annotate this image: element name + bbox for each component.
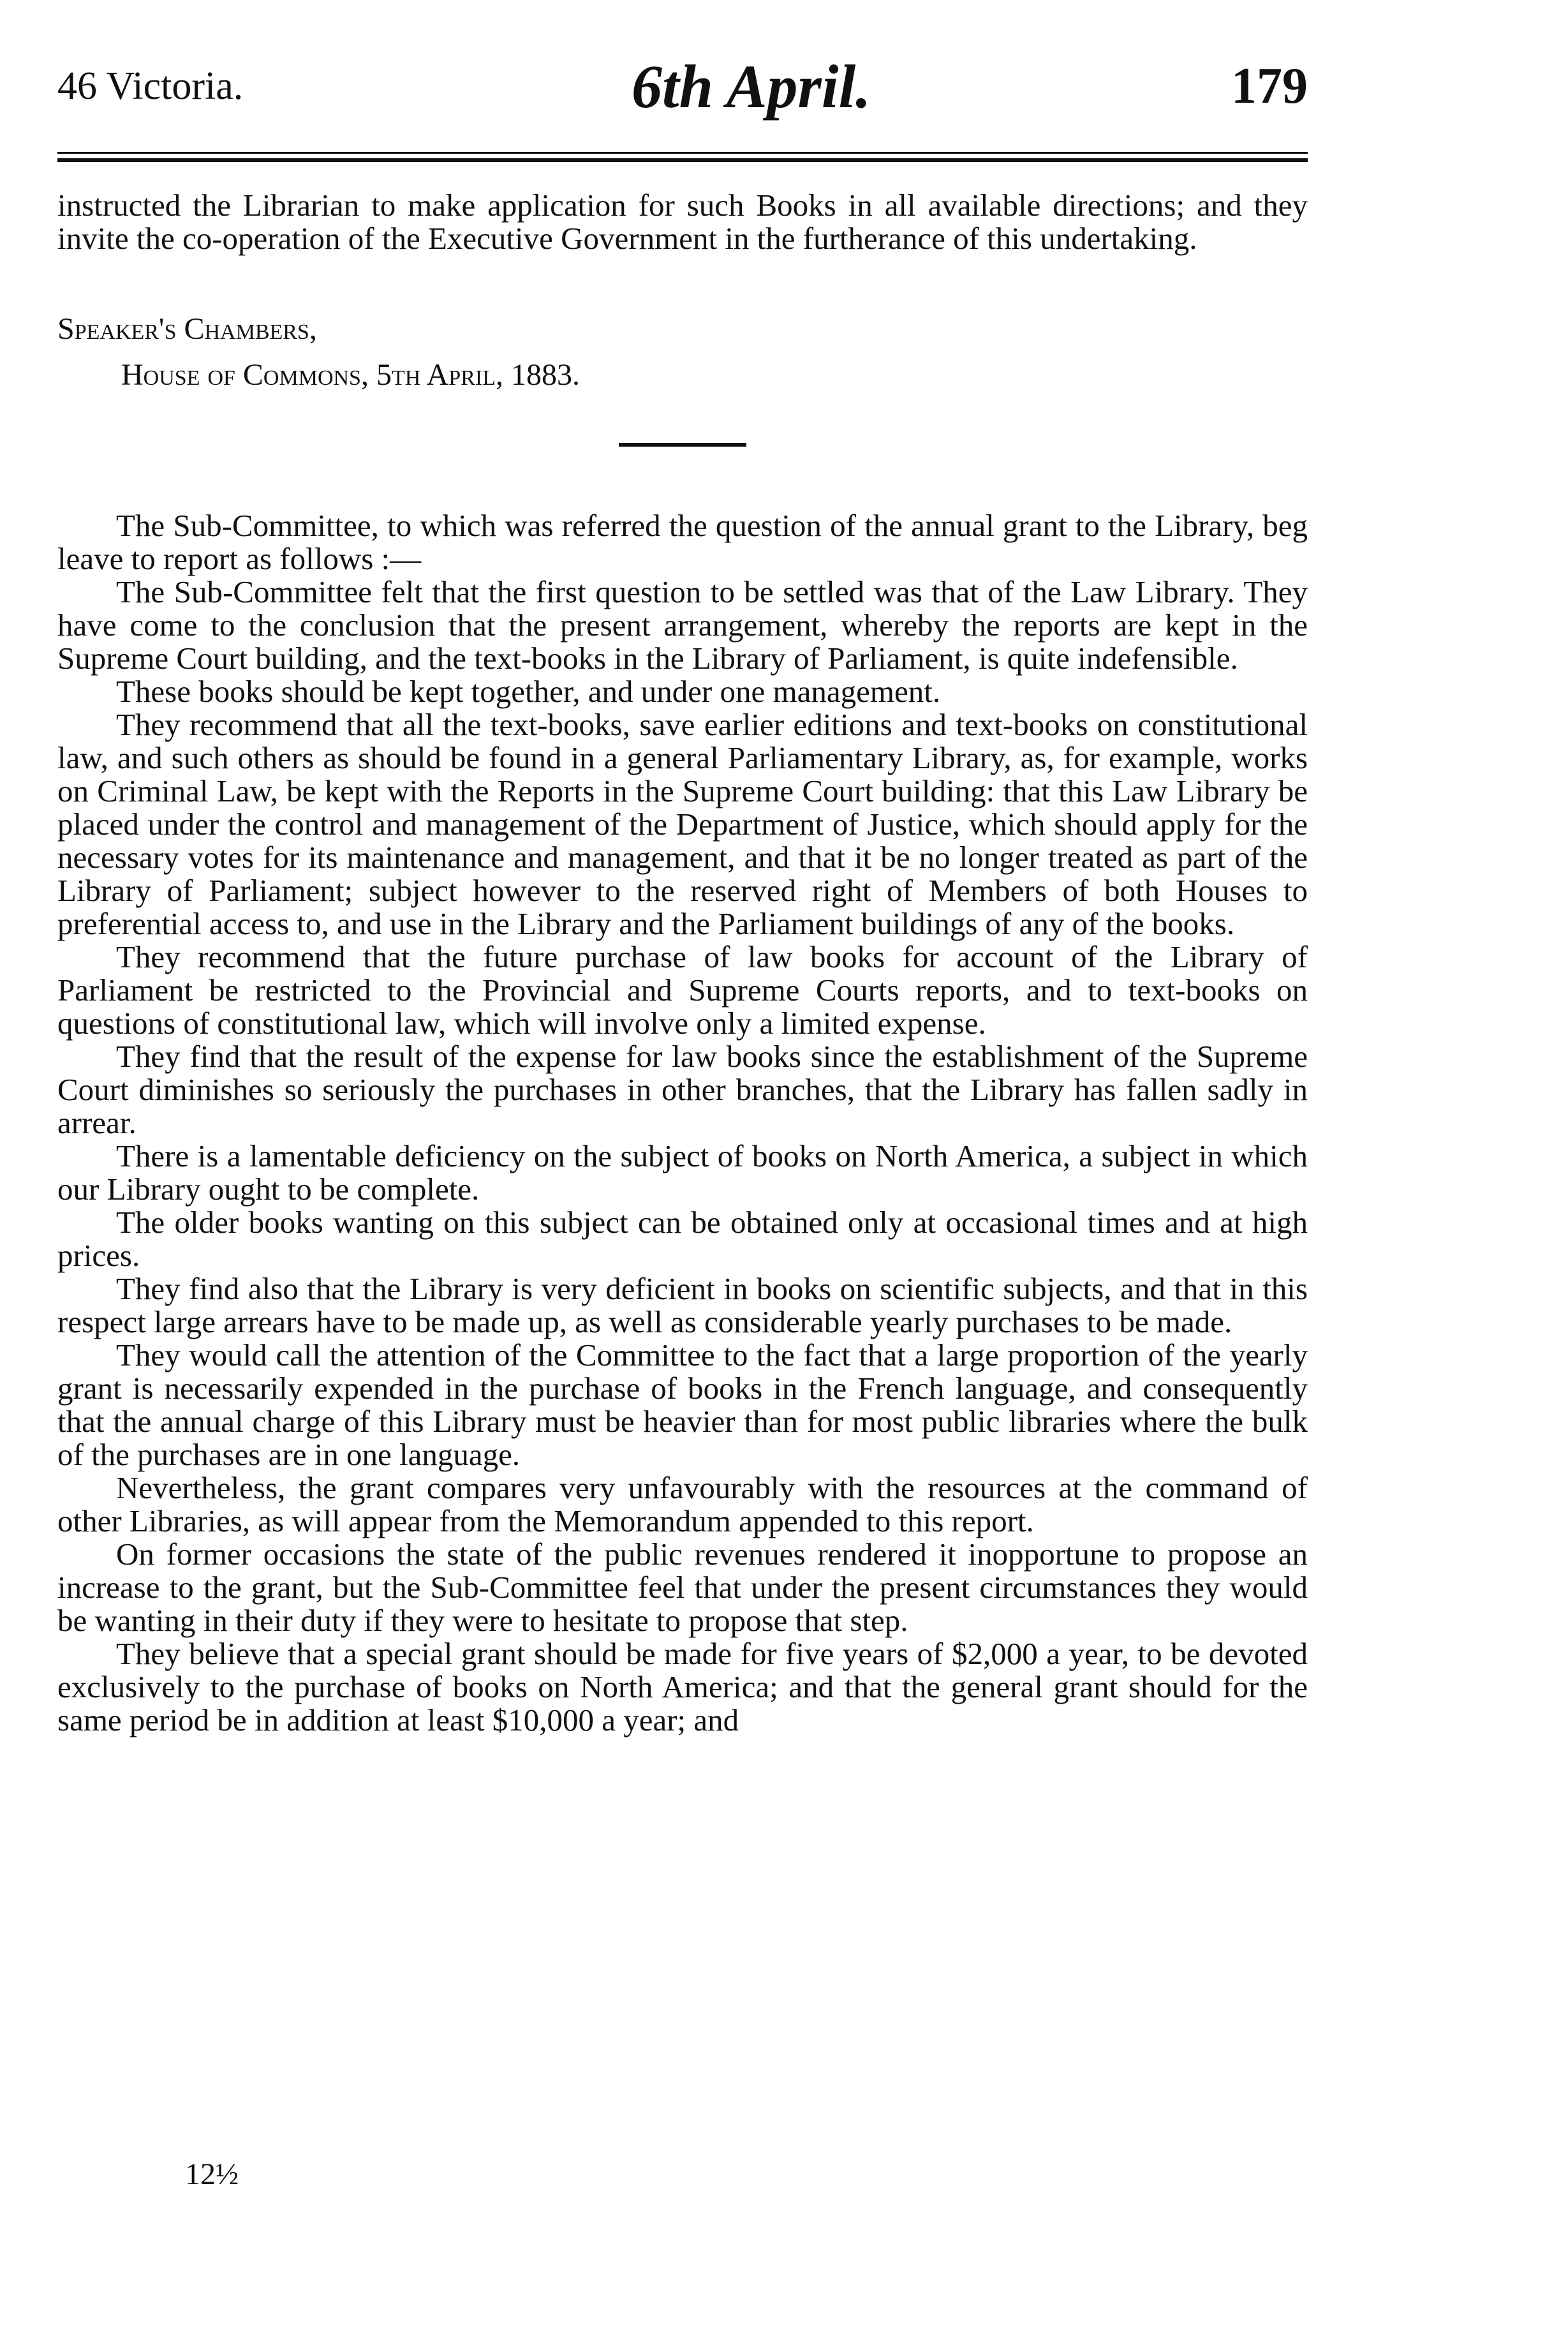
- report-paragraph: They recommend that all the text-books, save earlier editions and text-books on constitutional law, and such others as should be found in a general Parliamentary Library, as, for example, works on Criminal Law, be kept with the Reports in the Supreme Court building: that this Law Library be placed under the control and management of the Department of Justice, which should apply for the necessary votes for its maintenance and management, and that it be no longer treated as part of the Library of Parliament; subject however to the reserved right of Members of both Houses to preferential access to, and use in the Library and the Parliament buildings of any of the books.: [57, 707, 1308, 941]
- signature-mark: 12½: [185, 2157, 239, 2191]
- report-paragraph: The Sub-Committee, to which was referred the question of the annual grant to the Library, beg leave to report as follows :—: [57, 508, 1308, 576]
- signature-line-1: Speaker's Chambers,: [57, 312, 317, 346]
- document-page: [57, 51, 1308, 1737]
- report-paragraph: They find also that the Library is very deficient in books on scientific subjects, and that in this respect large arrears have to be made up, as well as considerable yearly purchases to be made.: [57, 1271, 1308, 1339]
- report-paragraph: These books should be kept together, and under one management.: [116, 674, 941, 709]
- signature-line-2: House of Commons, 5th April, 1883.: [121, 358, 580, 392]
- page-number: 179: [1231, 58, 1308, 114]
- report-paragraph: They recommend that the future purchase of law books for account of the Library of Parliament be restricted to the Provincial and Supreme Courts reports, and to text-books on questions of constitutional law, which will involve only a limited expense.: [57, 939, 1308, 1041]
- date-heading: 6th April.: [632, 52, 871, 121]
- report-paragraph: Nevertheless, the grant compares very unfavourably with the resources at the command of other Libraries, as will appear from the Memorandum appended to this report.: [57, 1470, 1308, 1538]
- report-paragraph: The Sub-Committee felt that the first question to be settled was that of the Law Library. They have come to the conclusion that the present arrangement, whereby the reports are kept in the Supreme Court building, and the text-books in the Library of Parliament, is quite indefensible.: [57, 574, 1308, 676]
- report-paragraph: They find that the result of the expense for law books since the establishment of the Supreme Court diminishes so seriously the purchases in other branches, that the Library has fallen sadly in arrear.: [57, 1039, 1308, 1140]
- running-head: [57, 51, 1308, 147]
- header-rule: [57, 152, 1308, 166]
- signature-block: [57, 306, 1308, 398]
- report-paragraph: They believe that a special grant should be made for five years of $2,000 a year, to be devoted exclusively to the purchase of books on North America; and that the general grant should for the same period be in addition at least $10,000 a year; and: [57, 1636, 1308, 1737]
- intro-paragraph: instructed the Librarian to make application for such Books in all available directions; and they invite the co-operation of the Executive Government in the furtherance of this undertaking.: [57, 188, 1308, 256]
- report-body: [57, 509, 1308, 1737]
- report-paragraph: The older books wanting on this subject can be obtained only at occasional times and at high prices.: [57, 1205, 1308, 1273]
- section-separator: [619, 443, 746, 447]
- report-paragraph: They would call the attention of the Committee to the fact that a large proportion of the yearly grant is necessarily expended in the purchase of books in the French language, and consequently that the annual charge of this Library must be heavier than for most public libraries where the bulk of the purchases are in one language.: [57, 1337, 1308, 1472]
- report-paragraph: On former occasions the state of the public revenues rendered it inopportune to propose an increase to the grant, but the Sub-Committee feel that under the present circumstances they would be wanting in their duty if they were to hesitate to propose that step.: [57, 1537, 1308, 1638]
- session-reference: 46 Victoria.: [57, 64, 244, 108]
- report-paragraph: There is a lamentable deficiency on the subject of books on North America, a subject in which our Library ought to be complete.: [57, 1138, 1308, 1207]
